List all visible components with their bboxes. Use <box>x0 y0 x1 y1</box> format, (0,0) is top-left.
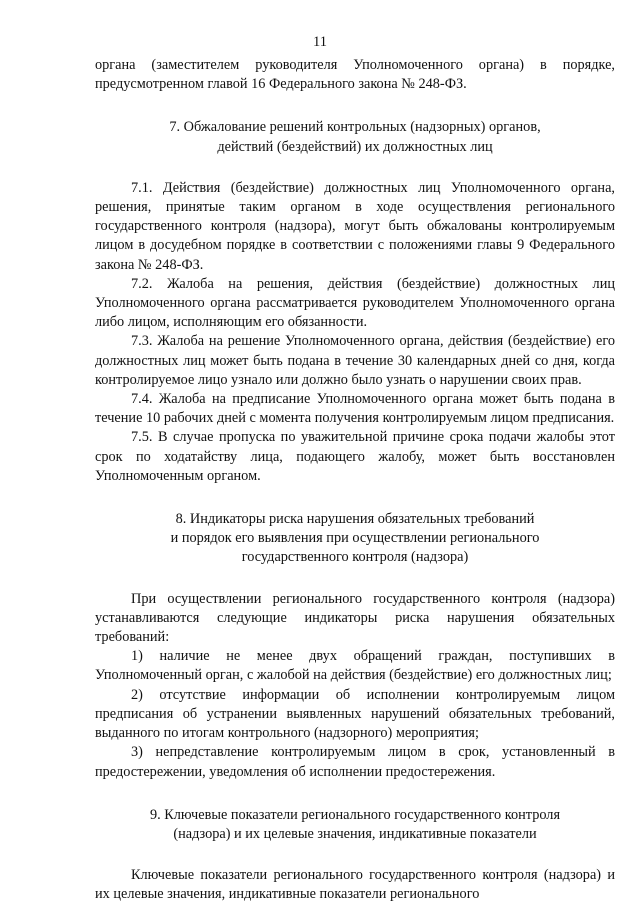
paragraph-9-intro: Ключевые показатели регионального государственного контроля (надзора) и их целевые значения, индикативные показатели регионального <box>95 867 615 903</box>
paragraph-7-4: 7.4. Жалоба на предписание Уполномоченного органа может быть подана в течение 10 рабочих дней с момента получения контролируемым лицом предписания. <box>95 391 615 427</box>
section-8-heading-line-3: государственного контроля (надзора) <box>241 549 469 566</box>
indicator-item-1: 1) наличие не менее двух обращений граждан, поступивших в Уполномоченный орган, с жалобой на действия (бездействие) его должностных лиц; <box>95 648 615 684</box>
section-8-heading-line-2: и порядок его выявления при осуществлении регионального <box>170 530 540 547</box>
section-7-heading-line-2: действий (бездействий) их должностных лиц <box>217 138 493 155</box>
page-number: 11 <box>313 34 327 50</box>
section-8-heading-line-1: 8. Индикаторы риска нарушения обязательных требований <box>175 511 535 528</box>
paragraph-7-1: 7.1. Действия (бездействие) должностных лиц Уполномоченного органа, решения, принятые таким органом в ходе осуществления регионального государственного контроля (надзора), могут быть обжалованы контролируемым лицом в досудебном порядке в соответствии с положениями главы 9 Федерального закона № 248-ФЗ. <box>95 179 615 273</box>
section-7-heading-line-1: 7. Обжалование решений контрольных (надзорных) органов, <box>169 119 541 136</box>
section-8-heading <box>95 510 615 568</box>
section-9-heading-line-2: (надзора) и их целевые значения, индикативные показатели <box>173 825 537 842</box>
paragraph-7-2: 7.2. Жалоба на решения, действия (бездействие) должностных лиц Уполномоченного органа рассматривается руководителем Уполномоченного органа либо лицом, исполняющим его обязанности. <box>95 275 615 331</box>
indicator-item-3: 3) непредставление контролируемым лицом в срок, установленный в предостережении, уведомления об исполнении предостережения. <box>95 744 615 780</box>
intro-paragraph: органа (заместителем руководителя Уполномоченного органа) в порядке, предусмотренном главой 16 Федерального закона № 248-ФЗ. <box>95 57 615 93</box>
indicator-item-2: 2) отсутствие информации об исполнении контролируемым лицом предписания об устранении выявленных нарушений обязательных требований, выданного по итогам контрольного (надзорного) мероприятия; <box>95 686 615 742</box>
section-7-heading <box>95 118 615 156</box>
paragraph-7-5: 7.5. В случае пропуска по уважительной причине срока подачи жалобы этот срок по ходатайству лица, подающего жалобу, может быть восстановлен Уполномоченным органом. <box>95 429 615 484</box>
paragraph-7-3: 7.3. Жалоба на решение Уполномоченного органа, действия (бездействие) его должностных лиц может быть подана в течение 30 календарных дней со дня, когда контролируемое лицо узнало или должно было узнать о нарушении своих прав. <box>95 333 615 388</box>
document-body <box>95 56 615 905</box>
paragraph-8-intro: При осуществлении регионального государственного контроля (надзора) устанавливаются следующие индикаторы риска нарушения обязательных требований: <box>95 590 615 646</box>
section-9-heading-line-1: 9. Ключевые показатели регионального государственного контроля <box>149 806 561 823</box>
section-9-heading <box>95 806 615 844</box>
